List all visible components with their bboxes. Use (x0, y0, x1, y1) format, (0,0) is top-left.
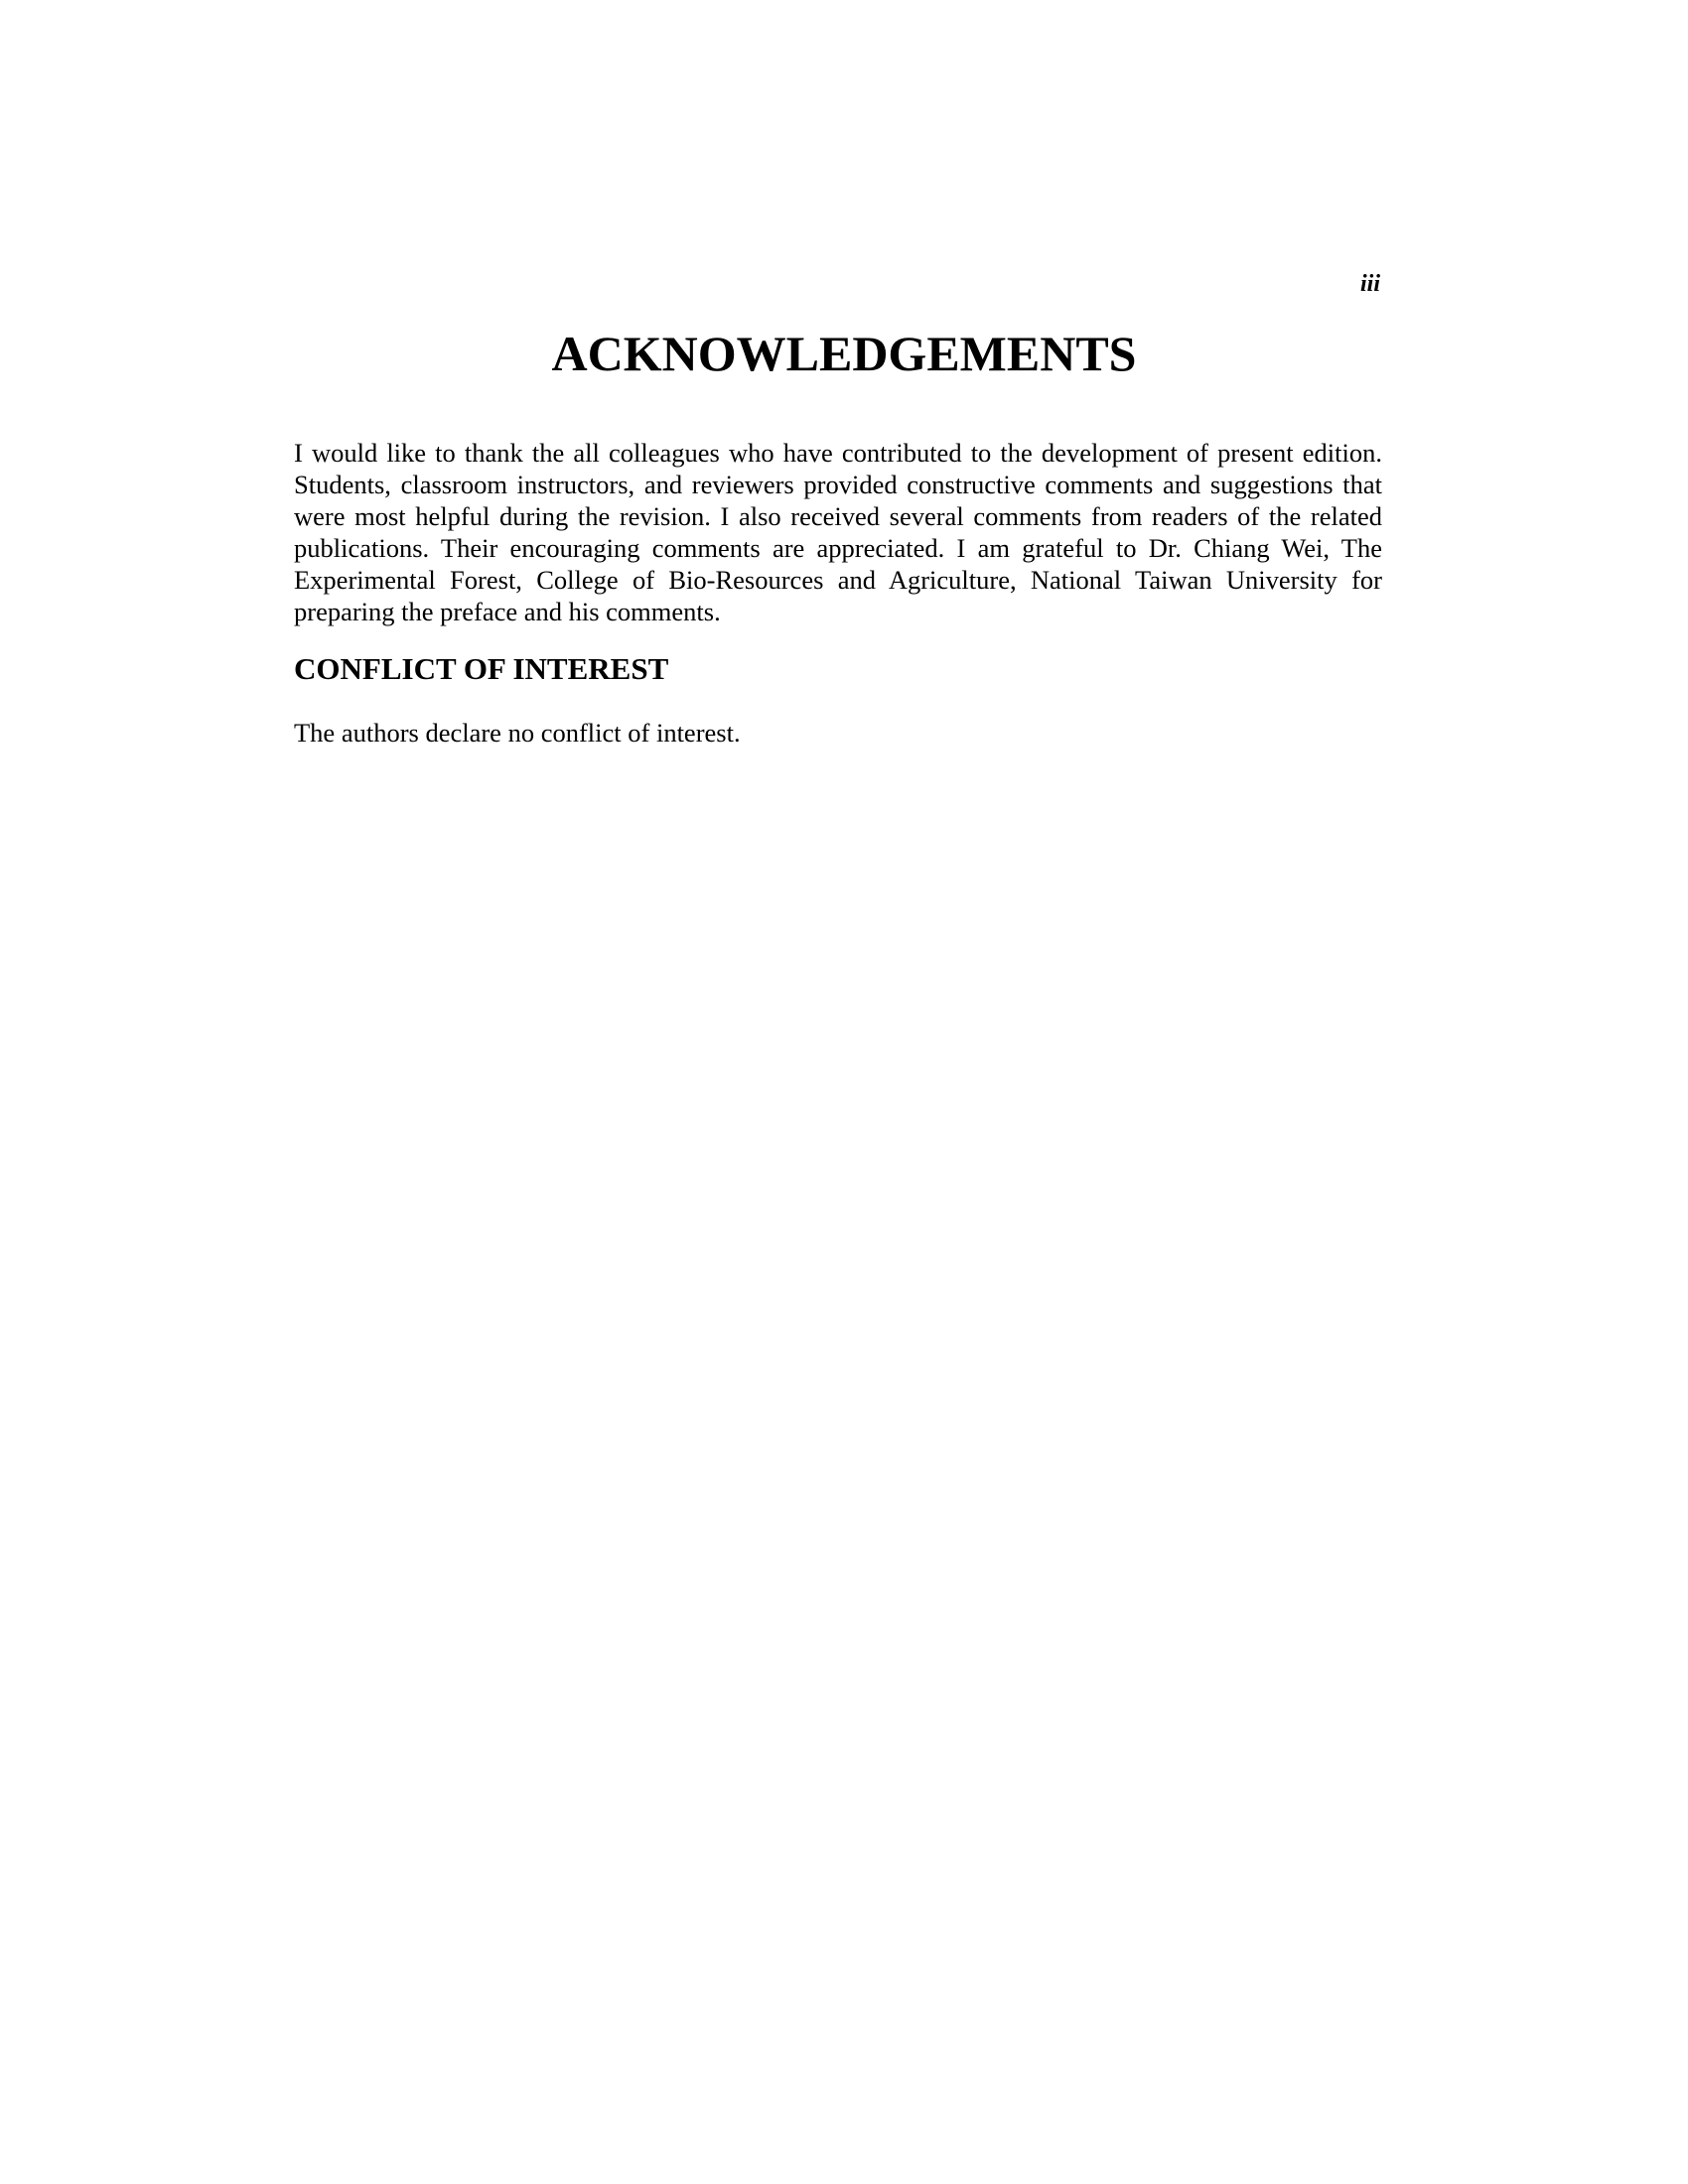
conflict-of-interest-heading: CONFLICT OF INTEREST (294, 651, 669, 686)
conflict-of-interest-text: The authors declare no conflict of interest. (294, 718, 741, 748)
acknowledgements-paragraph: I would like to thank the all colleagues who have contributed to the development of present edition. Students, classroom instructors, and reviewers provided constructive comments and suggestions that were most helpful during the revision. I also received several comments from readers of the related publications. Their encouraging comments are appreciated. I am grateful to Dr. Chiang Wei, The Experimental Forest, College of Bio-Resources and Agriculture, National Taiwan University for preparing the preface and his comments. (294, 438, 1382, 626)
page-title: ACKNOWLEDGEMENTS (551, 326, 1137, 381)
page-number: iii (1359, 271, 1380, 297)
